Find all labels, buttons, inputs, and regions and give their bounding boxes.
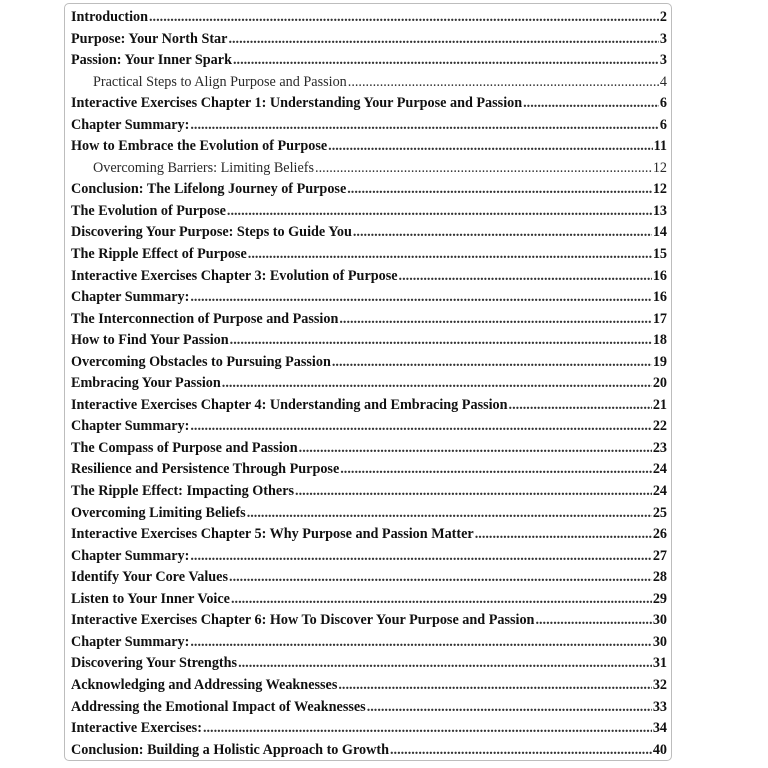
toc-entry-title: The Ripple Effect: Impacting Others bbox=[71, 483, 295, 500]
toc-entry[interactable] bbox=[71, 311, 667, 333]
toc-entry-title: Introduction bbox=[71, 9, 148, 25]
toc-entry-title: Embracing Your Passion bbox=[71, 375, 221, 392]
dot-leader bbox=[248, 246, 652, 263]
toc-entry[interactable] bbox=[71, 677, 667, 699]
dot-leader bbox=[227, 203, 652, 220]
toc-entry-page-number: 16 bbox=[652, 267, 667, 284]
toc-entry[interactable] bbox=[71, 95, 667, 117]
toc-entry[interactable] bbox=[71, 483, 667, 505]
dot-leader bbox=[190, 634, 651, 651]
toc-entry-title: Purpose: Your North Star bbox=[71, 30, 228, 47]
toc-entry-title: How to Find Your Passion bbox=[71, 332, 229, 349]
dot-leader bbox=[229, 569, 652, 586]
toc-entry[interactable] bbox=[71, 289, 667, 311]
toc-entry-page-number: 14 bbox=[652, 224, 667, 241]
toc-entry[interactable] bbox=[71, 591, 667, 613]
toc-entry[interactable] bbox=[71, 138, 667, 160]
toc-entry-page-number: 16 bbox=[652, 289, 667, 306]
toc-entry-page-number: 3 bbox=[659, 30, 667, 47]
toc-entry-title: Discovering Your Purpose: Steps to Guide You bbox=[71, 224, 352, 241]
toc-entry-page-number: 20 bbox=[652, 375, 667, 392]
dot-leader bbox=[338, 677, 651, 694]
toc-page bbox=[64, 3, 672, 761]
dot-leader bbox=[231, 591, 652, 608]
toc-entry-title: Resilience and Persistence Through Purpose bbox=[71, 461, 340, 478]
toc-entry-title: Overcoming Limiting Beliefs bbox=[71, 504, 246, 521]
toc-entry-title: Conclusion: Building a Holistic Approach to Growth bbox=[71, 741, 389, 758]
toc-entry-page-number: 6 bbox=[659, 95, 667, 112]
toc-entry[interactable] bbox=[71, 526, 667, 548]
toc-entry-page-number: 3 bbox=[659, 52, 667, 69]
toc-entry-title: Passion: Your Inner Spark bbox=[71, 52, 232, 69]
dot-leader bbox=[295, 483, 652, 500]
toc-entry-page-number: 40 bbox=[652, 741, 667, 758]
toc-entry[interactable] bbox=[71, 461, 667, 483]
toc-entry-title: Interactive Exercises Chapter 1: Understanding Your Purpose and Passion bbox=[71, 95, 523, 112]
toc-entry-page-number: 30 bbox=[652, 612, 667, 629]
dot-leader bbox=[190, 117, 659, 134]
toc-entry[interactable] bbox=[71, 52, 667, 74]
dot-leader bbox=[238, 655, 652, 672]
toc-entry[interactable] bbox=[71, 375, 667, 397]
toc-entry-page-number: 27 bbox=[652, 547, 667, 564]
dot-leader bbox=[475, 526, 652, 543]
toc-entry-title: Interactive Exercises Chapter 5: Why Purpose and Passion Matter bbox=[71, 526, 474, 543]
toc-entry-page-number: 33 bbox=[652, 698, 667, 715]
toc-entry-title: Identify Your Core Values bbox=[71, 569, 229, 586]
toc-entry-page-number: 29 bbox=[652, 590, 667, 607]
toc-entry-page-number: 32 bbox=[652, 676, 667, 693]
toc-entry-title: Conclusion: The Lifelong Journey of Purpose bbox=[71, 181, 347, 198]
toc-entry-page-number: 6 bbox=[659, 116, 667, 133]
dot-leader bbox=[315, 160, 652, 177]
toc-entry[interactable] bbox=[71, 655, 667, 677]
dot-leader bbox=[535, 612, 651, 629]
toc-entry[interactable] bbox=[71, 246, 667, 268]
toc-entry[interactable] bbox=[71, 418, 667, 440]
toc-entry[interactable] bbox=[71, 354, 667, 376]
toc-entry[interactable] bbox=[71, 440, 667, 462]
toc-entry-title: How to Embrace the Evolution of Purpose bbox=[71, 138, 328, 155]
dot-leader bbox=[390, 742, 652, 759]
toc-entry-page-number: 24 bbox=[652, 461, 667, 478]
table-of-contents bbox=[71, 9, 667, 763]
toc-entry-page-number: 28 bbox=[652, 569, 667, 586]
dot-leader bbox=[247, 505, 652, 522]
toc-entry-page-number: 17 bbox=[652, 310, 667, 327]
toc-entry-title: Chapter Summary: bbox=[71, 633, 190, 650]
toc-entry-title: Discovering Your Strengths bbox=[71, 655, 238, 672]
dot-leader bbox=[230, 332, 652, 349]
dot-leader bbox=[332, 354, 652, 371]
dot-leader bbox=[190, 418, 651, 435]
toc-entry-title: The Ripple Effect of Purpose bbox=[71, 246, 247, 263]
toc-entry[interactable] bbox=[71, 332, 667, 354]
toc-entry-page-number: 18 bbox=[652, 332, 667, 349]
toc-entry-title: Overcoming Barriers: Limiting Beliefs bbox=[93, 159, 315, 176]
toc-entry[interactable] bbox=[71, 181, 667, 203]
toc-entry-page-number: 11 bbox=[653, 138, 667, 155]
toc-entry-page-number: 12 bbox=[652, 159, 667, 176]
dot-leader bbox=[222, 375, 652, 392]
toc-entry[interactable] bbox=[71, 699, 667, 721]
dot-leader bbox=[233, 52, 659, 69]
toc-entry-page-number: 22 bbox=[652, 418, 667, 435]
toc-entry[interactable] bbox=[71, 31, 667, 53]
toc-entry-title: Chapter Summary: bbox=[71, 418, 190, 435]
dot-leader bbox=[347, 181, 652, 198]
toc-entry-title: Chapter Summary: bbox=[71, 289, 190, 306]
toc-entry-page-number: 34 bbox=[652, 720, 667, 737]
dot-leader bbox=[523, 95, 659, 112]
toc-entry-title: Interactive Exercises Chapter 3: Evolution of Purpose bbox=[71, 267, 398, 284]
dot-leader bbox=[339, 311, 651, 328]
toc-entry-title: Interactive Exercises: bbox=[71, 720, 202, 737]
toc-entry-title: Listen to Your Inner Voice bbox=[71, 590, 230, 607]
toc-entry[interactable] bbox=[71, 569, 667, 591]
toc-entry-page-number: 2 bbox=[659, 9, 667, 25]
dot-leader bbox=[328, 138, 652, 155]
toc-entry-page-number: 13 bbox=[652, 202, 667, 219]
toc-entry[interactable] bbox=[71, 203, 667, 225]
toc-entry-page-number: 19 bbox=[652, 353, 667, 370]
dot-leader bbox=[340, 461, 652, 478]
toc-entry-title: Addressing the Emotional Impact of Weaknesses bbox=[71, 698, 366, 715]
toc-entry[interactable] bbox=[71, 117, 667, 139]
toc-entry-page-number: 21 bbox=[652, 396, 667, 413]
toc-entry-page-number: 26 bbox=[652, 526, 667, 543]
toc-entry[interactable] bbox=[71, 224, 667, 246]
toc-entry-page-number: 23 bbox=[652, 439, 667, 456]
dot-leader bbox=[509, 397, 652, 414]
toc-entry[interactable] bbox=[71, 612, 667, 634]
toc-entry-title: The Compass of Purpose and Passion bbox=[71, 439, 298, 456]
toc-entry[interactable] bbox=[71, 160, 667, 182]
toc-entry[interactable] bbox=[71, 9, 667, 31]
dot-leader bbox=[367, 699, 652, 716]
toc-entry-title: The Evolution of Purpose bbox=[71, 202, 226, 219]
dot-leader bbox=[299, 440, 652, 457]
dot-leader bbox=[348, 74, 659, 91]
toc-entry-title: Chapter Summary: bbox=[71, 116, 190, 133]
dot-leader bbox=[190, 548, 651, 565]
toc-entry[interactable] bbox=[71, 74, 667, 96]
toc-entry-title: Chapter Summary: bbox=[71, 547, 190, 564]
toc-entry-page-number: 4 bbox=[659, 73, 667, 90]
toc-entry[interactable] bbox=[71, 742, 667, 764]
toc-entry-page-number: 30 bbox=[652, 633, 667, 650]
toc-entry[interactable] bbox=[71, 548, 667, 570]
toc-entry-page-number: 25 bbox=[652, 504, 667, 521]
dot-leader bbox=[228, 31, 658, 48]
toc-entry[interactable] bbox=[71, 720, 667, 742]
toc-entry-title: Overcoming Obstacles to Pursuing Passion bbox=[71, 353, 331, 370]
dot-leader bbox=[203, 720, 652, 737]
toc-entry-page-number: 12 bbox=[652, 181, 667, 198]
toc-entry-title: The Interconnection of Purpose and Passion bbox=[71, 310, 339, 327]
toc-entry-title: Practical Steps to Align Purpose and Passion bbox=[93, 73, 347, 90]
toc-entry-page-number: 31 bbox=[652, 655, 667, 672]
toc-entry-title: Acknowledging and Addressing Weaknesses bbox=[71, 676, 338, 693]
toc-entry[interactable] bbox=[71, 505, 667, 527]
toc-entry-page-number: 15 bbox=[652, 246, 667, 263]
toc-entry[interactable] bbox=[71, 634, 667, 656]
toc-entry[interactable] bbox=[71, 397, 667, 419]
dot-leader bbox=[190, 289, 651, 306]
dot-leader bbox=[353, 224, 652, 241]
toc-entry-page-number: 24 bbox=[652, 483, 667, 500]
toc-entry[interactable] bbox=[71, 268, 667, 290]
toc-entry-title: Interactive Exercises Chapter 6: How To Discover Your Purpose and Passion bbox=[71, 612, 535, 629]
dot-leader bbox=[399, 268, 652, 285]
toc-entry-title: Interactive Exercises Chapter 4: Understanding and Embracing Passion bbox=[71, 396, 508, 413]
dot-leader bbox=[149, 9, 659, 26]
